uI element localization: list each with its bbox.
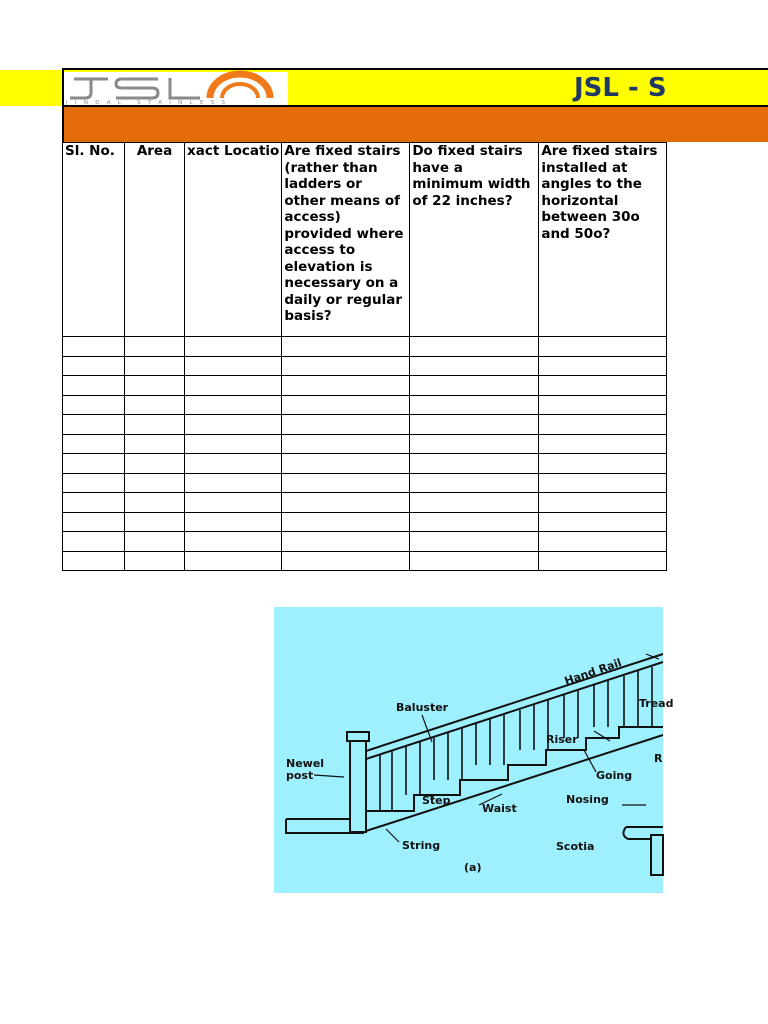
- table-cell[interactable]: [410, 395, 539, 415]
- col-header-minimum-width: Do fixed stairs have a minimum width of 22 inches?: [410, 143, 539, 337]
- table-cell[interactable]: [185, 434, 282, 454]
- logo-subtext: JINDAL STAINLESS: [66, 100, 233, 106]
- table-cell[interactable]: [63, 473, 125, 493]
- table-cell[interactable]: [539, 473, 667, 493]
- table-cell[interactable]: [125, 512, 185, 532]
- table-cell[interactable]: [125, 454, 185, 474]
- label-step: Step: [422, 794, 451, 807]
- inspection-table: [62, 142, 667, 571]
- label-tread: Tread: [639, 697, 674, 710]
- table-cell[interactable]: [125, 395, 185, 415]
- table-row: [63, 395, 667, 415]
- diagram-background: [274, 607, 663, 893]
- table-cell[interactable]: [185, 512, 282, 532]
- table-cell[interactable]: [125, 532, 185, 552]
- label-nosing: Nosing: [566, 793, 609, 806]
- table-cell[interactable]: [539, 395, 667, 415]
- diagram-caption: (a): [464, 861, 482, 874]
- frame-line-top: [62, 68, 768, 70]
- table-cell[interactable]: [63, 434, 125, 454]
- table-cell[interactable]: [125, 356, 185, 376]
- table-row: [63, 551, 667, 571]
- col-header-sl-no: Sl. No.: [63, 143, 125, 337]
- svg-text:Newel: Newel: [286, 757, 325, 770]
- table-cell[interactable]: [410, 454, 539, 474]
- label-r: R: [654, 752, 663, 765]
- label-string: String: [402, 839, 441, 852]
- table-cell[interactable]: [282, 356, 410, 376]
- svg-text:post: post: [286, 769, 314, 782]
- col-header-area: Area: [125, 143, 185, 337]
- table-row: [63, 473, 667, 493]
- table-cell[interactable]: [282, 493, 410, 513]
- table-cell[interactable]: [539, 512, 667, 532]
- table-header-row: [63, 143, 667, 337]
- label-hand-rail: Hand Rail: [562, 656, 624, 688]
- table-cell[interactable]: [125, 376, 185, 396]
- table-cell[interactable]: [125, 551, 185, 571]
- table-cell[interactable]: [125, 493, 185, 513]
- table-cell[interactable]: [410, 551, 539, 571]
- table-cell[interactable]: [282, 454, 410, 474]
- table-cell[interactable]: [125, 337, 185, 357]
- table-cell[interactable]: [282, 337, 410, 357]
- col-header-exact-location: xact Locatio: [185, 143, 282, 337]
- table-cell[interactable]: [410, 493, 539, 513]
- table-cell[interactable]: [125, 415, 185, 435]
- table-row: [63, 356, 667, 376]
- table-cell[interactable]: [539, 356, 667, 376]
- table-cell[interactable]: [63, 551, 125, 571]
- table-cell[interactable]: [410, 512, 539, 532]
- table-cell[interactable]: [539, 532, 667, 552]
- table-cell[interactable]: [185, 415, 282, 435]
- table-cell[interactable]: [410, 337, 539, 357]
- table-cell[interactable]: [539, 376, 667, 396]
- table-cell[interactable]: [63, 376, 125, 396]
- table-cell[interactable]: [539, 415, 667, 435]
- table-cell[interactable]: [410, 376, 539, 396]
- label-riser: Riser: [546, 733, 578, 746]
- table-cell[interactable]: [185, 454, 282, 474]
- table-cell[interactable]: [185, 473, 282, 493]
- table-cell[interactable]: [63, 415, 125, 435]
- label-waist: Waist: [482, 802, 517, 815]
- table-cell[interactable]: [63, 532, 125, 552]
- subheader-band: [63, 106, 768, 142]
- table-cell[interactable]: [282, 376, 410, 396]
- table-cell[interactable]: [410, 532, 539, 552]
- table-cell[interactable]: [185, 551, 282, 571]
- table-cell[interactable]: [282, 415, 410, 435]
- col-header-stair-angle: Are fixed stairs installed at angles to the horizontal between 30o and 50o?: [539, 143, 667, 337]
- table-cell[interactable]: [185, 356, 282, 376]
- table-cell[interactable]: [63, 512, 125, 532]
- table-cell[interactable]: [539, 454, 667, 474]
- table-cell[interactable]: [282, 434, 410, 454]
- table-cell[interactable]: [185, 337, 282, 357]
- table-cell[interactable]: [63, 337, 125, 357]
- table-cell[interactable]: [282, 512, 410, 532]
- label-going: Going: [596, 769, 633, 782]
- table-cell[interactable]: [282, 473, 410, 493]
- table-cell[interactable]: [185, 395, 282, 415]
- label-baluster: Baluster: [396, 701, 449, 714]
- newel-post: [350, 740, 366, 832]
- table-row: [63, 512, 667, 532]
- staircase-diagram: [274, 607, 674, 893]
- table-cell[interactable]: [410, 473, 539, 493]
- table-cell[interactable]: [410, 415, 539, 435]
- table-cell[interactable]: [282, 551, 410, 571]
- page-title: JSL - S: [574, 73, 667, 103]
- table-row: [63, 434, 667, 454]
- table-cell[interactable]: [63, 454, 125, 474]
- table-cell[interactable]: [410, 434, 539, 454]
- table-cell[interactable]: [125, 473, 185, 493]
- table-cell[interactable]: [539, 493, 667, 513]
- table-cell[interactable]: [125, 434, 185, 454]
- table-cell[interactable]: [282, 532, 410, 552]
- jsl-logo: [64, 72, 288, 105]
- table-cell[interactable]: [63, 356, 125, 376]
- table-cell[interactable]: [63, 395, 125, 415]
- table-cell[interactable]: [539, 434, 667, 454]
- table-row: [63, 454, 667, 474]
- label-scotia: Scotia: [556, 840, 595, 853]
- table-row: [63, 376, 667, 396]
- table-cell[interactable]: [539, 337, 667, 357]
- table-cell[interactable]: [63, 493, 125, 513]
- table-cell[interactable]: [410, 356, 539, 376]
- table-row: [63, 493, 667, 513]
- table-cell[interactable]: [185, 532, 282, 552]
- col-header-fixed-stairs-provided: Are fixed stairs (rather than ladders or other means of access) provided where access to elevation is necessary on a daily or regular basis?: [282, 143, 410, 337]
- table-cell[interactable]: [539, 551, 667, 571]
- table-cell[interactable]: [282, 395, 410, 415]
- table-row: [63, 337, 667, 357]
- table-cell[interactable]: [185, 376, 282, 396]
- table-cell[interactable]: [185, 493, 282, 513]
- table-row: [63, 532, 667, 552]
- table-row: [63, 415, 667, 435]
